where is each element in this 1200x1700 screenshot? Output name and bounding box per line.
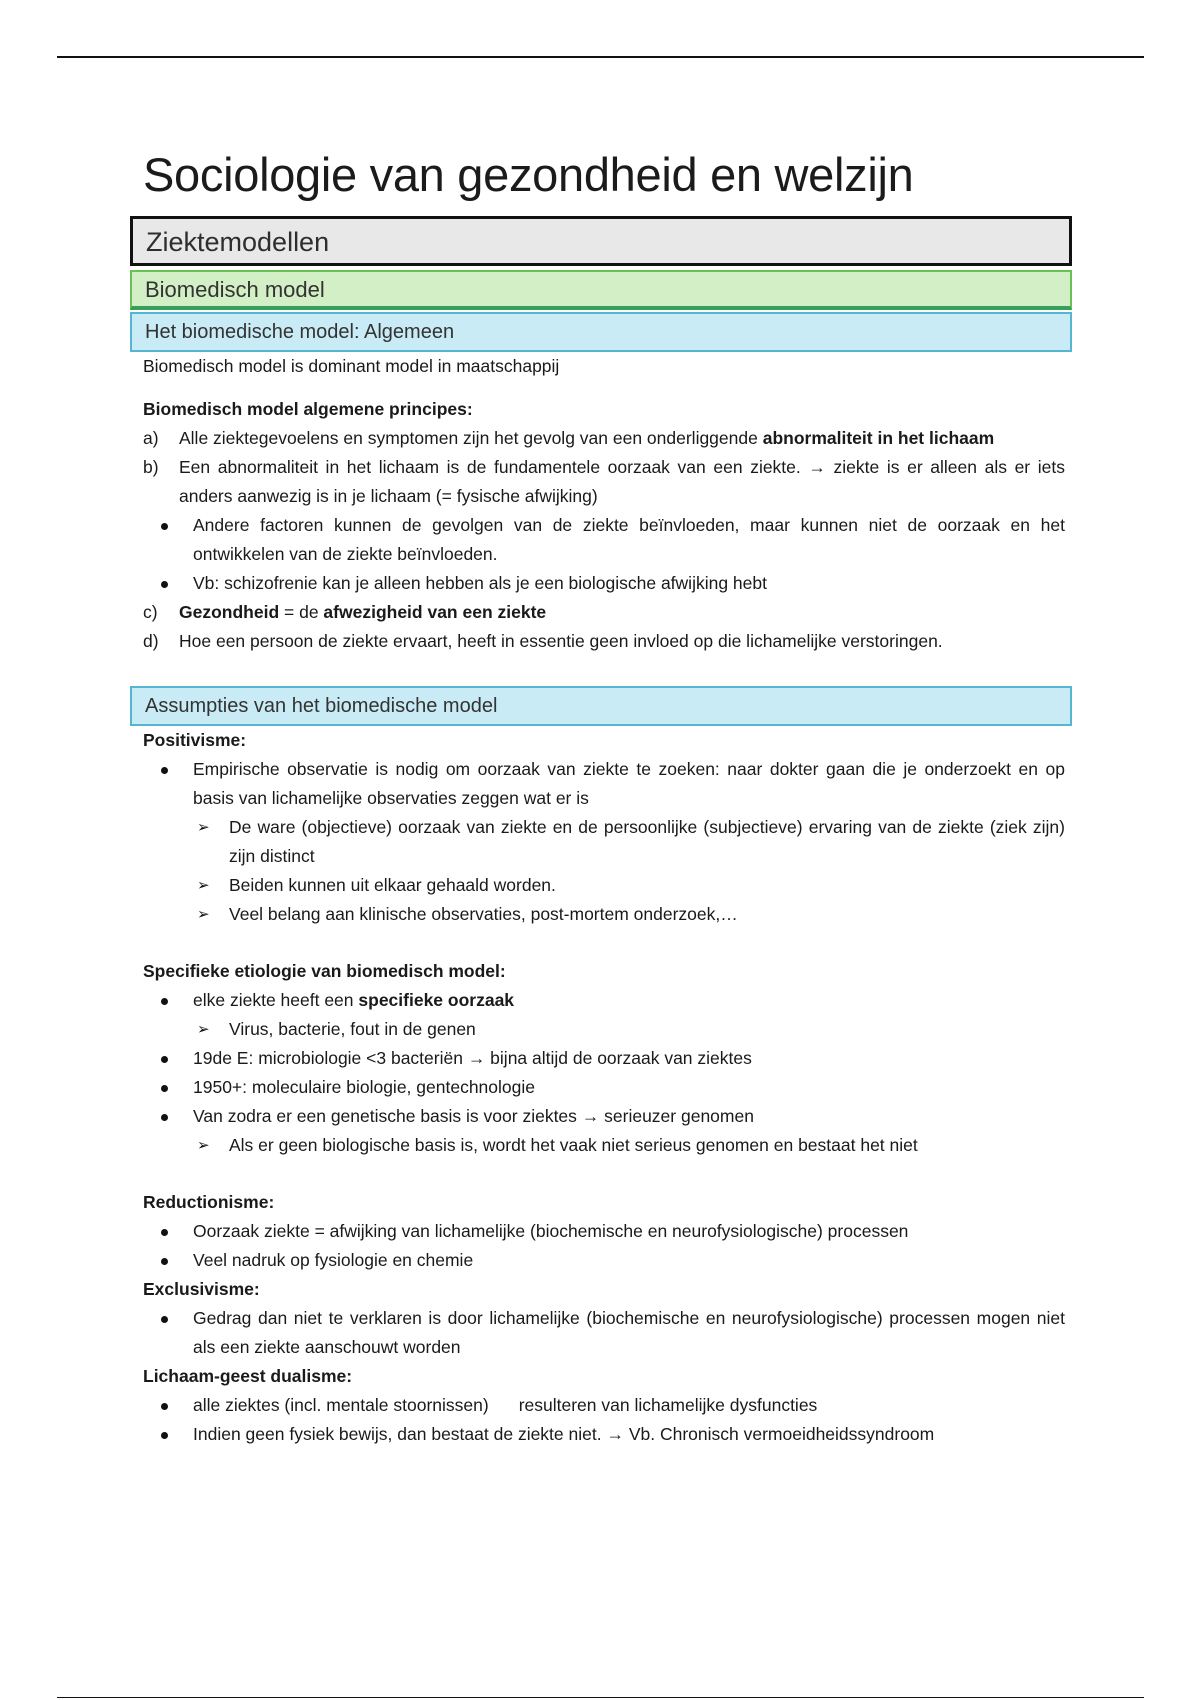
arrow-list xyxy=(143,813,1065,929)
arrowhead-icon: ➢ xyxy=(197,1137,210,1155)
arrowhead-icon: ➢ xyxy=(197,906,210,924)
intro-text: Biomedisch model is dominant model in maatschappij xyxy=(143,356,560,377)
subsection-heading-general: Het biomedische model: Algemeen xyxy=(130,312,1072,352)
arrowhead-icon: ➢ xyxy=(197,1021,210,1039)
arrowhead-icon: ➢ xyxy=(197,819,210,837)
list-item: b) Een abnormaliteit in het lichaam is de fundamentele oorzaak van een ziekte. → ziekte is er alleen als er iets anders aanwezig is in je lichaam (= fysische afwijking) xyxy=(143,453,1065,511)
bullet-item: Indien geen fysiek bewijs, dan bestaat de ziekte niet. → Vb. Chronisch vermoeidheidssyndroom xyxy=(143,1420,1065,1449)
arrow-item: ➢ Veel belang aan klinische observaties, post-mortem onderzoek,… xyxy=(143,900,1065,929)
list-marker: a) xyxy=(143,428,159,449)
arrow-item: ➢ De ware (objectieve) oorzaak van ziekte en de persoonlijke (subjectieve) ervaring van de ziekte (ziek zijn) zijn distinct xyxy=(143,813,1065,871)
document-body xyxy=(130,148,1070,1449)
reductionism-label: Reductionisme: xyxy=(143,1192,275,1213)
arrow-item: ➢ Beiden kunnen uit elkaar gehaald worden. xyxy=(143,871,1065,900)
section-heading: Biomedisch model xyxy=(130,270,1072,310)
etiology-label: Specifieke etiologie van biomedisch model: xyxy=(143,961,506,982)
chapter-heading: Ziektemodellen xyxy=(130,216,1072,266)
list-marker: d) xyxy=(143,631,159,652)
bullet-list xyxy=(143,755,1065,813)
bullet-list xyxy=(143,1217,1065,1275)
principles-list-cont xyxy=(143,598,1065,656)
page-title: Sociologie van gezondheid en welzijn xyxy=(143,148,914,201)
bullet-item: 1950+: moleculaire biologie, gentechnologie xyxy=(143,1073,1065,1102)
arrow-item: ➢ Virus, bacterie, fout in de genen xyxy=(143,1015,1065,1044)
bullet-item: Vb: schizofrenie kan je alleen hebben als je een biologische afwijking hebt xyxy=(143,569,1065,598)
bullet-item: Andere factoren kunnen de gevolgen van de ziekte beïnvloeden, maar kunnen niet de oorzaak en het ontwikkelen van de ziekte beïnvloeden. xyxy=(143,511,1065,569)
bullet-list xyxy=(143,986,1065,1015)
bullet-item: elke ziekte heeft een specifieke oorzaak xyxy=(143,986,1065,1015)
list-marker: c) xyxy=(143,602,158,623)
bullet-item: Gedrag dan niet te verklaren is door lichamelijke (biochemische en neurofysiologische) processen mogen niet als een ziekte aanschouwt worden xyxy=(143,1304,1065,1362)
arrow-list xyxy=(143,1015,1065,1044)
exclusivism-label: Exclusivisme: xyxy=(143,1279,260,1300)
list-marker: b) xyxy=(143,457,159,478)
bullet-item: Van zodra er een genetische basis is voor ziektes → serieuzer genomen xyxy=(143,1102,1065,1131)
positivism-label: Positivisme: xyxy=(143,730,247,751)
arrowhead-icon: ➢ xyxy=(197,877,210,895)
bullet-item: alle ziektes (incl. mentale stoornissen) resulteren van lichamelijke dysfuncties xyxy=(143,1391,1065,1420)
bullet-item: Empirische observatie is nodig om oorzaak van ziekte te zoeken: naar dokter gaan die je onderzoekt en op basis van lichamelijke observaties zeggen wat er is xyxy=(143,755,1065,813)
header-rule xyxy=(57,56,1144,58)
general-content xyxy=(130,352,1065,656)
list-item: c) Gezondheid = de afwezigheid van een ziekte xyxy=(143,598,1065,627)
bullet-list xyxy=(143,1391,1065,1449)
arrow-item: ➢ Als er geen biologische basis is, wordt het vaak niet serieus genomen en bestaat het niet xyxy=(143,1131,1065,1160)
bullet-list xyxy=(143,1304,1065,1362)
list-item: a) Alle ziektegevoelens en symptomen zijn het gevolg van een onderliggende abnormaliteit in het lichaam xyxy=(143,424,1065,453)
bullet-item: Veel nadruk op fysiologie en chemie xyxy=(143,1246,1065,1275)
bullet-item: 19de E: microbiologie <3 bacteriën → bijna altijd de oorzaak van ziektes xyxy=(143,1044,1065,1073)
principles-list xyxy=(143,424,1065,511)
principles-label: Biomedisch model algemene principes: xyxy=(143,399,473,420)
subsection-heading-assumptions: Assumpties van het biomedische model xyxy=(130,686,1072,726)
list-item: d) Hoe een persoon de ziekte ervaart, heeft in essentie geen invloed op die lichamelijke verstoringen. xyxy=(143,627,1065,656)
bullet-list xyxy=(143,1044,1065,1131)
footer-rule xyxy=(57,1697,1144,1698)
assumptions-content xyxy=(130,726,1065,1449)
arrow-list xyxy=(143,1131,1065,1160)
dualism-label: Lichaam-geest dualisme: xyxy=(143,1366,353,1387)
bullet-list xyxy=(143,511,1065,598)
bullet-item: Oorzaak ziekte = afwijking van lichamelijke (biochemische en neurofysiologische) processen xyxy=(143,1217,1065,1246)
